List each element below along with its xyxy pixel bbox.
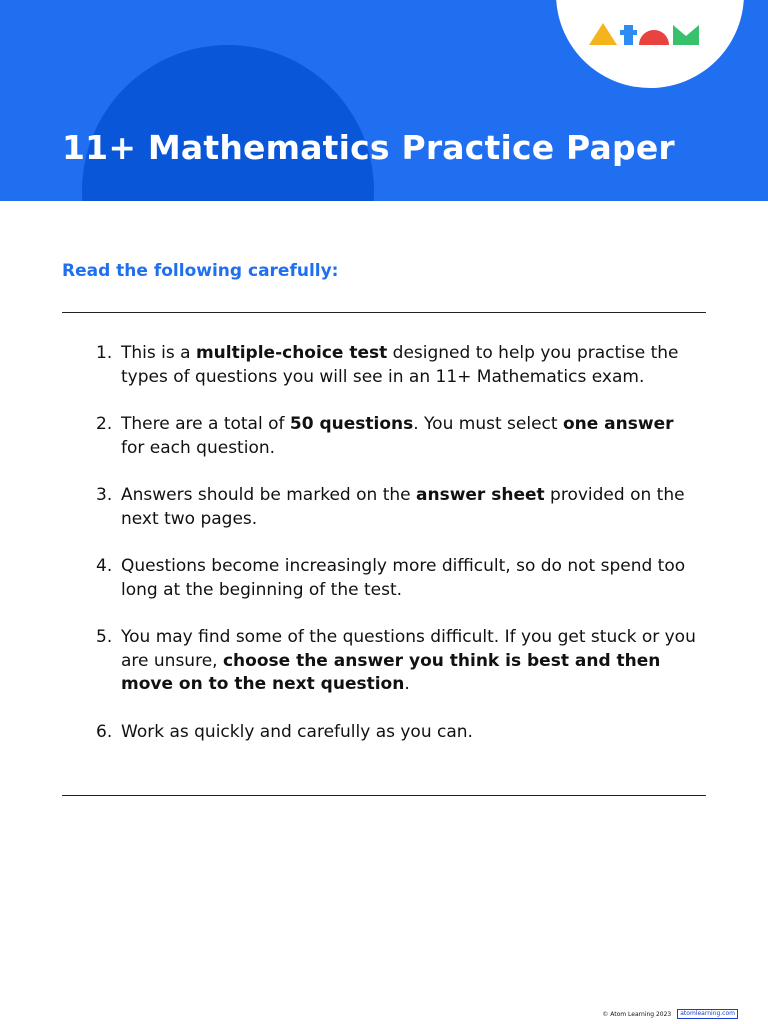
atom-logo bbox=[588, 22, 712, 46]
instruction-text bbox=[121, 413, 696, 460]
logo-triangle-shape bbox=[589, 23, 617, 45]
page-title: 11+ Mathematics Practice Paper bbox=[62, 128, 675, 167]
instruction-fragment: for each question. bbox=[121, 437, 276, 458]
instruction-item bbox=[96, 626, 696, 697]
instruction-number: 4. bbox=[96, 556, 113, 576]
website-link[interactable]: atomlearning.com bbox=[677, 1009, 738, 1019]
instruction-text bbox=[121, 342, 696, 389]
instruction-fragment: This is a bbox=[121, 343, 196, 363]
instruction-number: 5. bbox=[96, 627, 113, 647]
instruction-fragment: Work as quickly and carefully as you can. bbox=[121, 721, 473, 742]
copyright-text: © Atom Learning 2023 bbox=[602, 1010, 672, 1018]
instruction-fragment: There are a total of bbox=[121, 414, 290, 434]
instruction-item bbox=[96, 484, 696, 531]
instructions-list bbox=[96, 342, 696, 768]
logo-semicircle-shape bbox=[639, 30, 669, 45]
instructions-heading: Read the following carefully: bbox=[62, 261, 339, 281]
instruction-fragment: You may find some of the questions difficult. If you get stuck or you are unsure, bbox=[121, 627, 696, 671]
instruction-emphasis: 50 questions bbox=[289, 414, 414, 434]
instruction-text bbox=[121, 555, 696, 602]
logo-bar-cap-shape bbox=[620, 30, 637, 35]
instruction-fragment: . bbox=[404, 674, 410, 694]
footer bbox=[602, 1009, 738, 1019]
instruction-text bbox=[121, 721, 696, 745]
instruction-fragment: provided on the next two pages. bbox=[121, 485, 685, 529]
instruction-text bbox=[121, 626, 696, 697]
instruction-fragment: Questions become increasingly more difficult, so do not spend too long at the beginning of the test. bbox=[121, 556, 686, 600]
instruction-emphasis: choose the answer you think is best and then move on to the next question bbox=[121, 650, 661, 694]
instruction-emphasis: one answer bbox=[562, 414, 674, 434]
logo-m-shape bbox=[673, 25, 699, 45]
instruction-item bbox=[96, 342, 696, 389]
instruction-fragment: designed to help you practise the types of questions you will see in an 11+ Mathematics exam. bbox=[121, 343, 679, 387]
instruction-item bbox=[96, 721, 696, 745]
instruction-emphasis: answer sheet bbox=[416, 485, 545, 505]
instruction-fragment: . You must select bbox=[413, 414, 563, 434]
divider-bottom bbox=[62, 795, 706, 796]
instruction-number: 3. bbox=[96, 485, 113, 505]
instruction-item bbox=[96, 555, 696, 602]
instruction-item bbox=[96, 413, 696, 460]
instruction-text bbox=[121, 484, 696, 531]
divider-top bbox=[62, 312, 706, 313]
header-decorative-circle bbox=[82, 45, 374, 201]
instruction-number: 1. bbox=[96, 343, 113, 363]
instruction-number: 2. bbox=[96, 414, 113, 434]
instruction-number: 6. bbox=[96, 721, 113, 742]
page-header bbox=[0, 0, 768, 201]
instruction-emphasis: multiple-choice test bbox=[195, 343, 388, 363]
instruction-fragment: Answers should be marked on the bbox=[121, 485, 416, 505]
